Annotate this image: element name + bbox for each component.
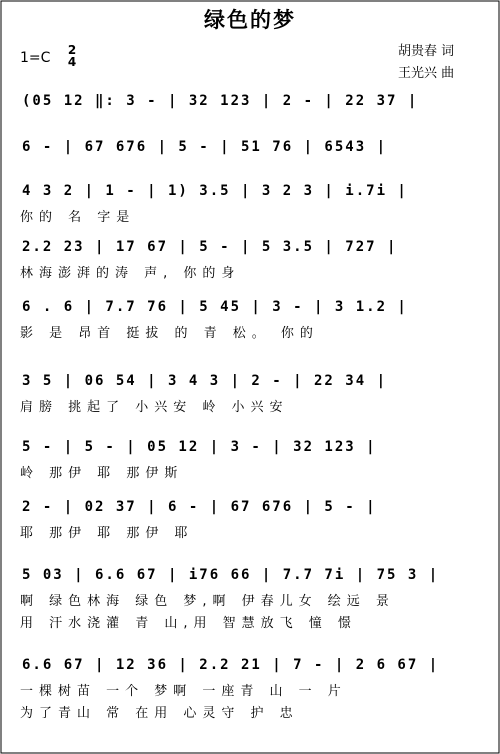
song-title: 绿色的梦 [204, 8, 296, 32]
lyric-line: 肩膀 挑起了 小兴安 岭 小兴安 [20, 400, 289, 415]
lyric-line: 啊 绿色林海 绿色 梦,啊 伊春儿女 绘远 景 [20, 594, 395, 609]
notation-line: 4 3 2 | 1 - | 1) 3.5 | 3 2 3 | i.7i | [22, 183, 408, 199]
notation-line: 5 03 | 6.6 67 | i76 66 | 7.7 7i | 75 3 | [22, 567, 440, 583]
lyric-line: 为了青山 常 在用 心灵守 护 忠 [20, 706, 299, 721]
lyric-line: 耶 那伊 耶 那伊 耶 [20, 526, 194, 541]
notation-line: 6 . 6 | 7.7 76 | 5 45 | 3 - | 3 1.2 | [22, 299, 408, 315]
composer-credit: 王光兴 曲 [398, 66, 455, 81]
time-signature [66, 44, 78, 68]
notation-line: 6 - | 67 676 | 5 - | 51 76 | 6543 | [22, 139, 388, 155]
notation-line: 2 - | 02 37 | 6 - | 67 676 | 5 - | [22, 499, 377, 515]
notation-line: 2.2 23 | 17 67 | 5 - | 5 3.5 | 727 | [22, 239, 398, 255]
key-signature: 1=C [20, 50, 51, 66]
lyric-line: 一棵树苗 一个 梦啊 一座青 山 一 片 [20, 684, 347, 699]
notation-line: 5 - | 5 - | 05 12 | 3 - | 32 123 | [22, 439, 377, 455]
lyricist-credit: 胡贵春 词 [398, 44, 455, 59]
notation-line: (05 12 ‖: 3 - | 32 123 | 2 - | 22 37 | [22, 93, 419, 109]
time-signature-bottom: 4 [67, 55, 77, 69]
lyric-line: 岭 那伊 耶 那伊斯 [20, 466, 184, 481]
time-signature-top: 2 [67, 43, 77, 57]
notation-line: 3 5 | 06 54 | 3 4 3 | 2 - | 22 34 | [22, 373, 388, 389]
lyric-line: 用 汗水浇灌 青 山,用 智慧放飞 憧 憬 [20, 616, 357, 631]
lyric-line: 影 是 昂首 挺拔 的 青 松。 你的 [20, 326, 319, 341]
notation-line: 6.6 67 | 12 36 | 2.2 21 | 7 - | 2 6 67 | [22, 657, 440, 673]
lyric-line: 林海澎湃的涛 声, 你的身 [20, 266, 241, 281]
lyric-line: 你的 名 字是 [20, 210, 136, 225]
